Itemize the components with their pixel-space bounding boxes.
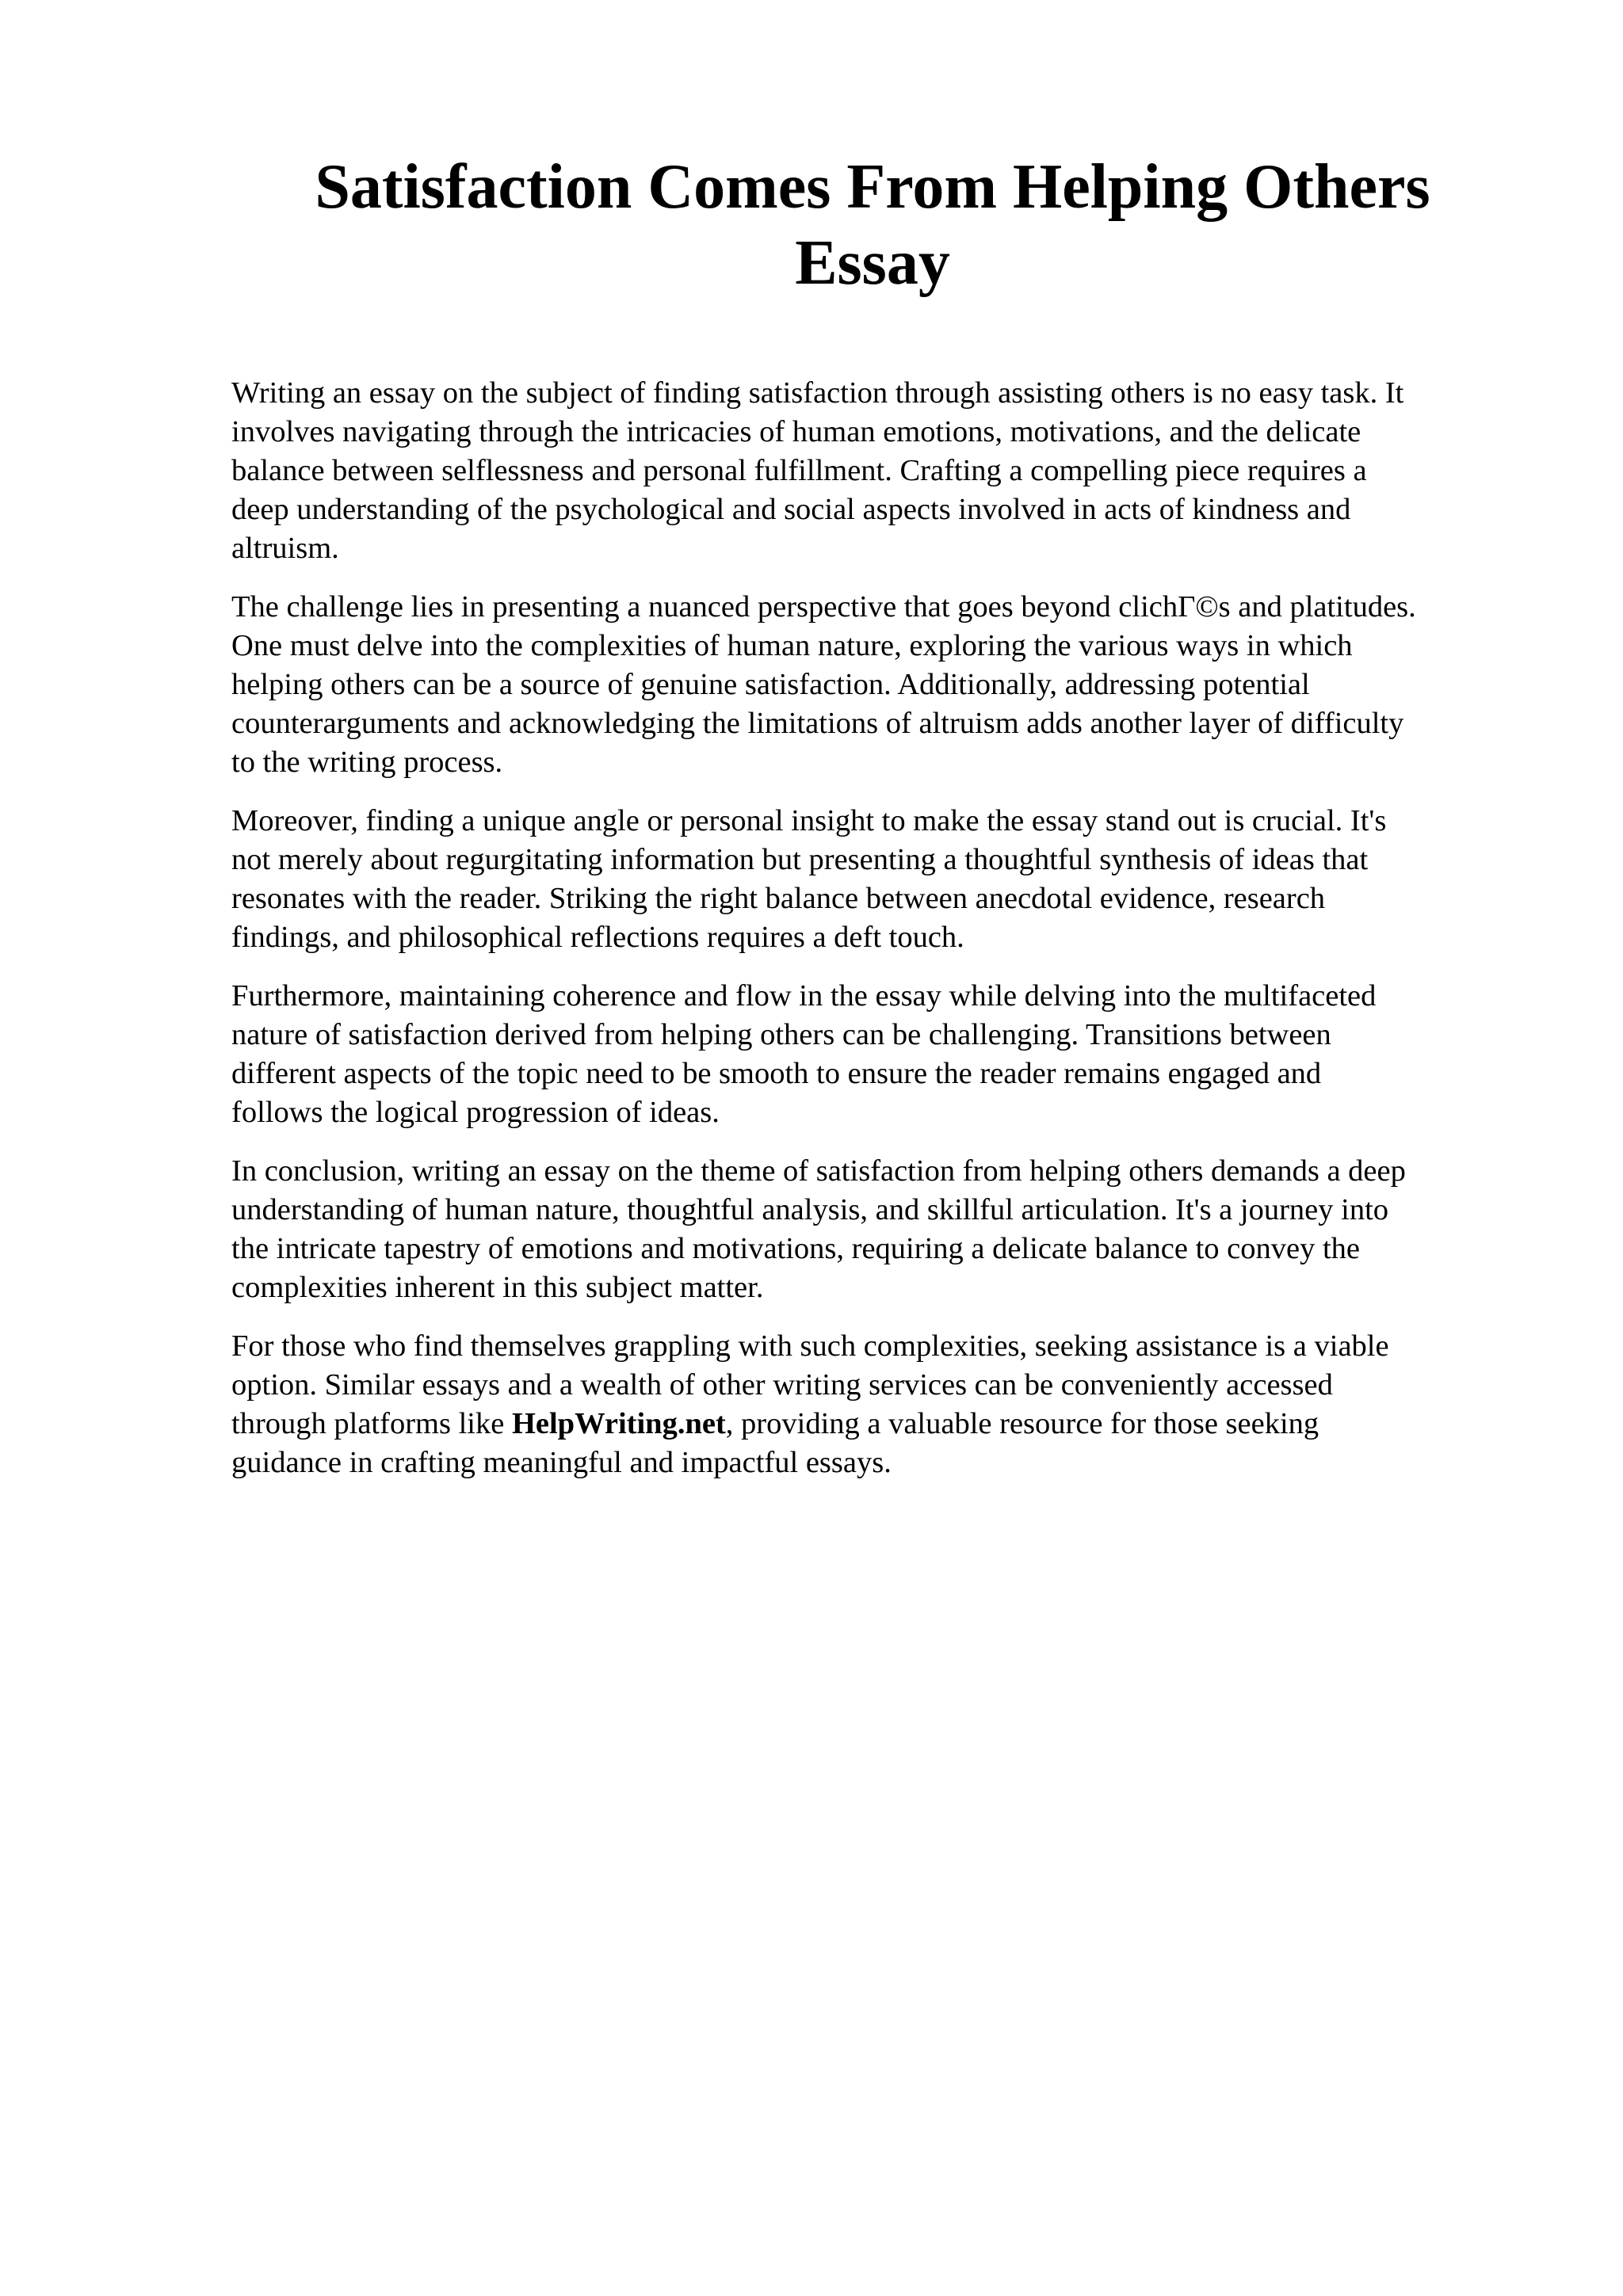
paragraph-intro: Writing an essay on the subject of finding satisfaction through assisting others is no easy task. It involves navigating through the intricacies of human emotions, motivations, and the delicate balance between selflessness and personal fulfillment. Crafting a compelling piece requires a deep understanding of the psychological and social aspects involved in acts of kindness and altruism.	[231, 376, 1404, 565]
paragraph-unique-angle: Moreover, finding a unique angle or personal insight to make the essay stand out is crucial. It's not merely about regurgitating information but presenting a thoughtful synthesis of ideas that resonates with the reader. Striking the right balance between anecdotal evidence, research findings, and philosophical reflections requires a deft touch.	[231, 804, 1387, 954]
paragraph-assistance	[231, 1327, 1531, 1482]
document-body	[231, 374, 1531, 1482]
paragraph-coherence: Furthermore, maintaining coherence and flow in the essay while delving into the multifaceted nature of satisfaction derived from helping others can be challenging. Transitions between different aspects of the topic need to be smooth to ensure the reader remains engaged and follows the logical progression of ideas.	[231, 979, 1377, 1129]
paragraph-assistance-text-before: For those who find themselves grappling with such complexities, seeking assistance is a viable option. Similar essays and a wealth of other writing services can be conveniently accessed through platforms like	[231, 1329, 1389, 1440]
paragraph-challenge: The challenge lies in presenting a nuanced perspective that goes beyond clichГ©s and platitudes. One must delve into the complexities of human nature, exploring the various ways in which helping others can be a source of genuine satisfaction. Additionally, addressing potential counterarguments and acknowledging the limitations of altruism adds another layer of difficulty to the writing process.	[231, 590, 1416, 779]
helpwriting-link[interactable]: HelpWriting.net	[511, 1407, 726, 1440]
paragraph-assistance-text-after: , providing a valuable resource for those seeking guidance in crafting meaningful and impactful essays.	[231, 1407, 1319, 1479]
document-title: Satisfaction Comes From Helping Others Essay	[315, 152, 1430, 298]
paragraph-conclusion: In conclusion, writing an essay on the theme of satisfaction from helping others demands a deep understanding of human nature, thoughtful analysis, and skillful articulation. It's a journey into the intricate tapestry of emotions and motivations, requiring a delicate balance to convey the complexities inherent in this subject matter.	[231, 1154, 1406, 1304]
